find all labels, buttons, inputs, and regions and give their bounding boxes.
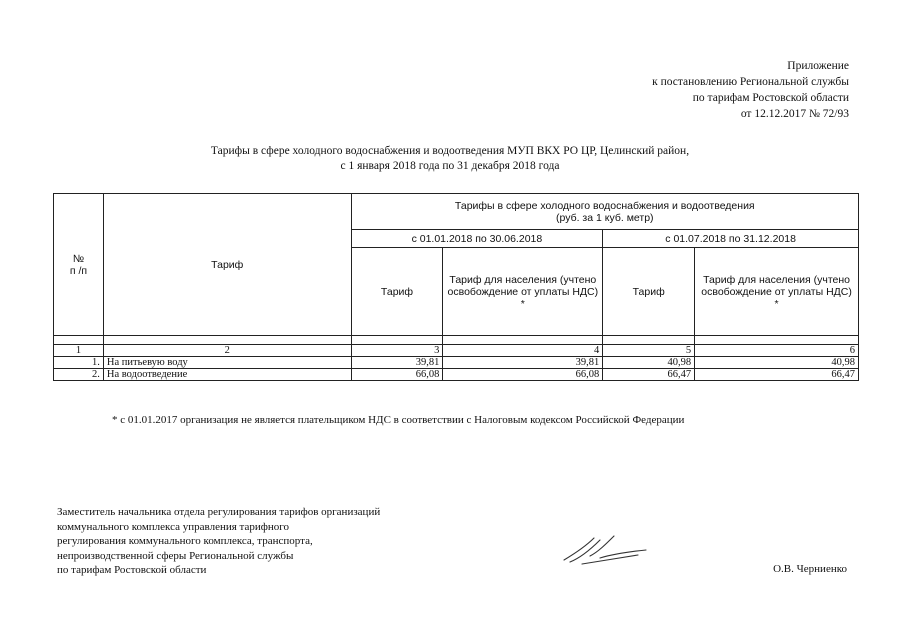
row-name: На питьевую воду (103, 357, 351, 369)
appendix-line: Приложение (787, 60, 849, 72)
signatory-line: непроизводственной сферы Региональной службы (57, 549, 294, 562)
row-value: 39,81 (443, 357, 603, 369)
header-sub-tariff: Тариф (351, 248, 443, 336)
table-row (54, 369, 859, 381)
header-sub-population: Тариф для населения (учтено освобождение от уплаты НДС) * (695, 248, 859, 336)
column-index: 2 (103, 345, 351, 357)
title-line: с 1 января 2018 года по 31 декабря 2018 года (340, 160, 560, 172)
row-value: 66,47 (695, 369, 859, 381)
group-title: Тарифы в сфере холодного водоснабжения и водоотведения (454, 199, 755, 212)
appendix-line: к постановлению Региональной службы (652, 76, 849, 88)
column-index: 4 (443, 345, 603, 357)
header-sub-tariff: Тариф (603, 248, 695, 336)
signatory-line: коммунального комплекса управления тарифного (57, 520, 289, 533)
row-number: 2. (54, 369, 104, 381)
title-line: Тарифы в сфере холодного водоснабжения и водоотведения МУП ВКХ РО ЦР, Целинский район, (210, 145, 690, 157)
table-row (54, 357, 859, 369)
signatory-position (57, 505, 380, 578)
handwritten-signature (560, 528, 650, 572)
signatory-line: по тарифам Ростовской области (57, 564, 207, 576)
header-group (351, 194, 858, 230)
column-index: 6 (695, 345, 859, 357)
tariff-table (53, 193, 859, 381)
signatory-line: регулирования коммунального комплекса, транспорта, (57, 535, 313, 547)
row-value: 66,08 (351, 369, 443, 381)
footnote: * с 01.01.2017 организация не является плательщиком НДС в соответствии с Налоговым кодексом Российской Федерации (112, 414, 685, 426)
group-unit: (руб. за 1 куб. метр) (556, 211, 654, 224)
header-sub-population: Тариф для населения (учтено освобождение от уплаты НДС) * (443, 248, 603, 336)
row-value: 40,98 (695, 357, 859, 369)
appendix-line: по тарифам Ростовской области (692, 92, 849, 104)
row-value: 39,81 (351, 357, 443, 369)
column-index: 3 (351, 345, 443, 357)
header-number: № п /п (54, 194, 104, 336)
row-value: 66,47 (603, 369, 695, 381)
appendix-line: от 12.12.2017 № 72/93 (740, 108, 849, 120)
signatory-line: Заместитель начальника отдела регулирования тарифов организаций (57, 506, 381, 518)
column-index: 1 (54, 345, 104, 357)
row-number: 1. (54, 357, 104, 369)
row-value: 40,98 (603, 357, 695, 369)
document-title (120, 144, 780, 174)
row-value: 66,08 (443, 369, 603, 381)
header-tariff: Тариф (103, 194, 351, 336)
row-name: На водоотведение (103, 369, 351, 381)
signatory-name: О.В. Черниенко (773, 563, 847, 575)
header-period-1: с 01.01.2018 по 30.06.2018 (351, 230, 603, 248)
header-period-2: с 01.07.2018 по 31.12.2018 (603, 230, 859, 248)
column-index: 5 (603, 345, 695, 357)
appendix-header (652, 58, 849, 122)
